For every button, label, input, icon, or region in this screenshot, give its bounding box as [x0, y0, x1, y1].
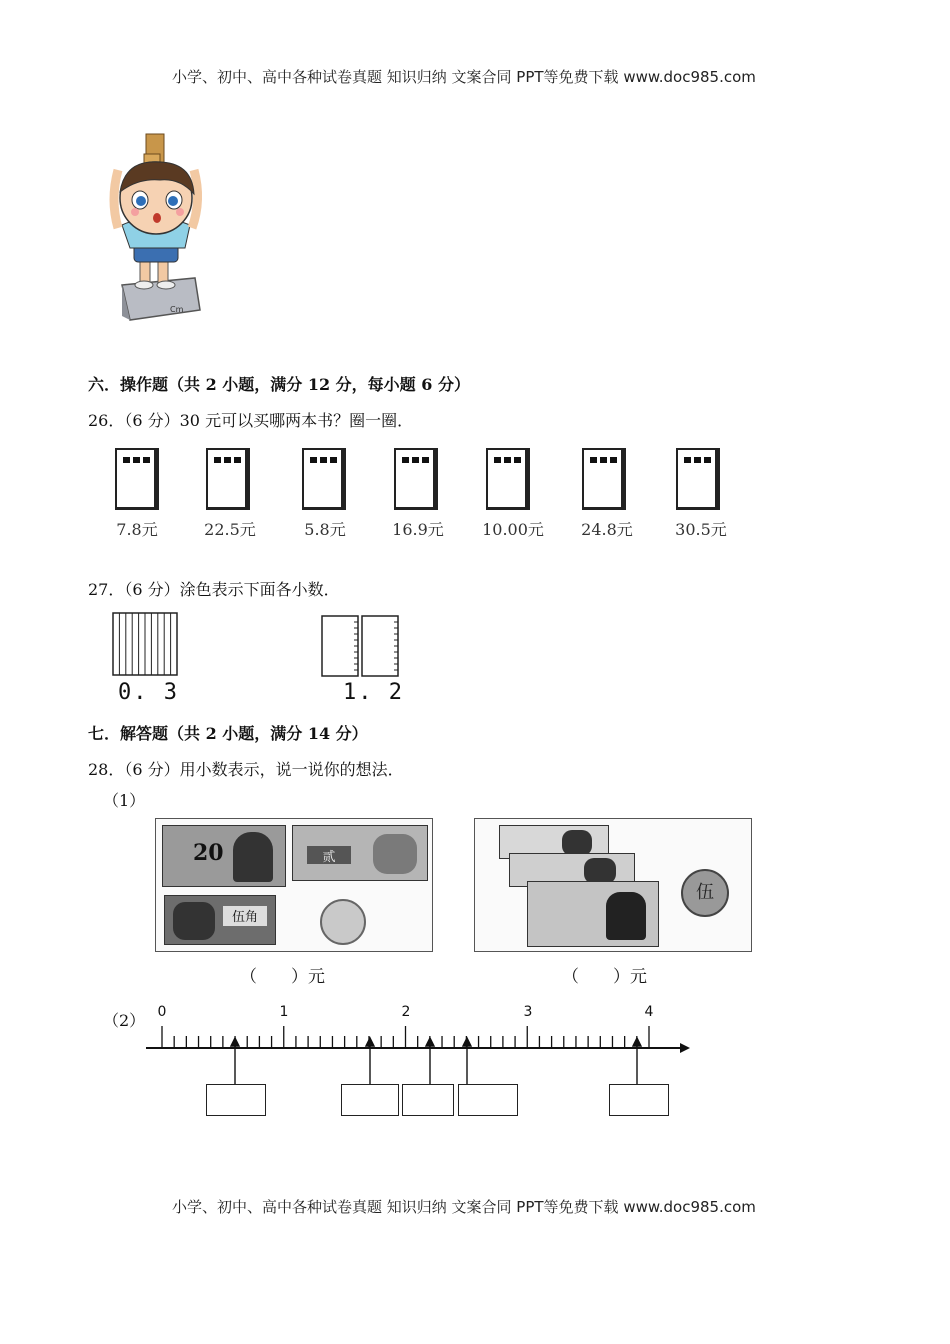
book-2-price: 22.5元 [204, 520, 256, 539]
book-2[interactable] [206, 448, 250, 510]
tick-label-2: 2 [401, 1004, 411, 1020]
answer-box-5[interactable] [609, 1084, 669, 1116]
section-7-title: 七．解答题（共 2 小题，满分 14 分） [88, 724, 368, 743]
two-unit-rectangles[interactable] [320, 614, 402, 680]
page-header: 小学、初中、高中各种试卷真题 知识归纳 文案合同 PPT等免费下载 www.doc985.com [172, 68, 756, 86]
money-frame-right [474, 818, 752, 952]
question-26-text: 26．（6 分）30 元可以买哪两本书？圈一圈． [88, 411, 414, 430]
book-5-price: 10.00元 [482, 520, 544, 539]
book-3[interactable] [302, 448, 346, 510]
answer-box-2[interactable] [341, 1084, 399, 1116]
banknote-2-jiao [292, 825, 428, 881]
book-6[interactable] [582, 448, 626, 510]
scale-label: Cm [170, 305, 184, 314]
answer-box-1[interactable] [206, 1084, 266, 1116]
portrait-icon [233, 832, 273, 882]
book-3-price: 5.8元 [304, 520, 346, 539]
question-27-text: 27．（6 分）涂色表示下面各小数． [88, 580, 340, 599]
decimal-label-first: 0. 3 [118, 680, 179, 705]
money-frame-left [155, 818, 433, 952]
page-footer: 小学、初中、高中各种试卷真题 知识归纳 文案合同 PPT等免费下载 www.doc985.com [172, 1198, 756, 1216]
banknote-2-value: 贰 [307, 846, 351, 864]
book-7-price: 30.5元 [675, 520, 727, 539]
portrait-icon [173, 902, 215, 940]
answer-left[interactable]: （ ）元 [240, 967, 325, 987]
section-6-title: 六．操作题（共 2 小题，满分 12 分，每小题 6 分） [88, 375, 470, 394]
coin-icon [320, 899, 366, 945]
banknote-20-yuan [162, 825, 286, 887]
answer-right[interactable]: （ ）元 [562, 967, 647, 987]
tick-label-0: 0 [157, 1004, 167, 1020]
tick-label-1: 1 [279, 1004, 289, 1020]
portrait-icon [606, 892, 646, 940]
answer-box-4[interactable] [458, 1084, 518, 1116]
book-6-price: 24.8元 [581, 520, 633, 539]
part-1-label: （1） [103, 791, 146, 810]
portrait-icon [373, 834, 417, 874]
tenths-strip-grid[interactable] [112, 612, 180, 678]
decimal-label-second: 1. 2 [343, 680, 404, 705]
coin-5-fen-icon: 伍 [681, 869, 729, 917]
book-4-price: 16.9元 [392, 520, 444, 539]
answer-box-3[interactable] [402, 1084, 454, 1116]
tick-label-3: 3 [523, 1004, 533, 1020]
banknote-1-yuan-c [527, 881, 659, 947]
banknote-5-value: 伍角 [223, 906, 267, 926]
book-1-price: 7.8元 [116, 520, 158, 539]
question-28-text: 28．（6 分）用小数表示，说一说你的想法． [88, 760, 404, 779]
part-2-label: （2） [103, 1011, 146, 1030]
book-1[interactable] [115, 448, 159, 510]
banknote-20-value: 20 [193, 840, 224, 866]
tick-label-4: 4 [644, 1004, 654, 1020]
book-5[interactable] [486, 448, 530, 510]
book-7[interactable] [676, 448, 720, 510]
book-4[interactable] [394, 448, 438, 510]
banknote-5-jiao [164, 895, 276, 945]
child-measuring-height-illustration [100, 130, 215, 335]
